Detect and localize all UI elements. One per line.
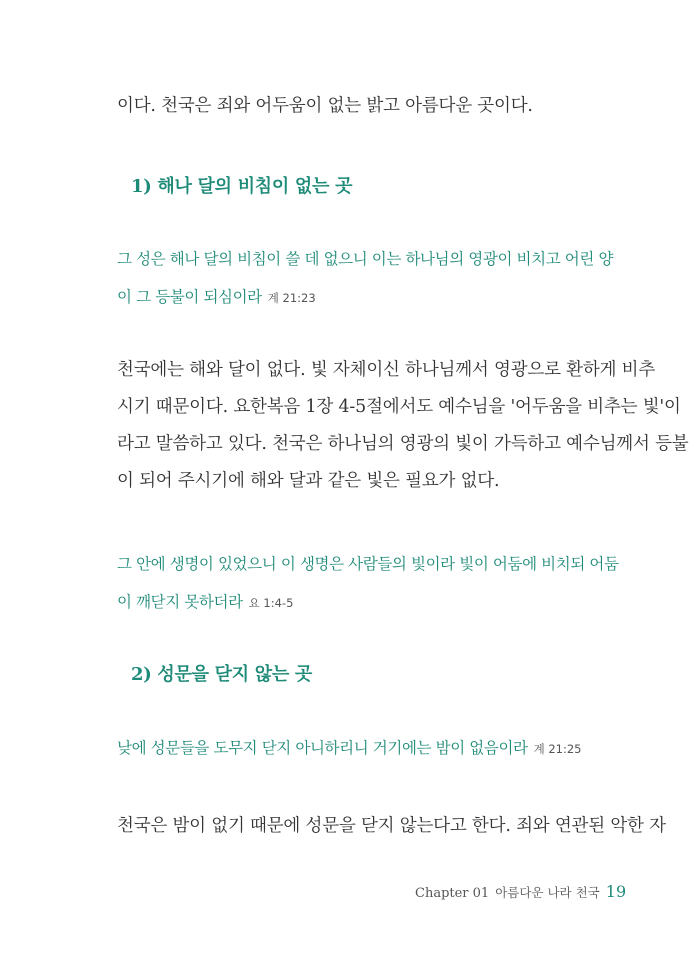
verse-line <box>117 278 637 317</box>
chapter-title: 아름다운 나라 천국 <box>495 885 600 900</box>
verse-line-text: 이 깨닫지 못하더라 <box>117 593 243 611</box>
verse-reference: 계 21:23 <box>267 291 316 305</box>
section-2-heading: 2) 성문을 닫지 않는 곳 <box>131 664 313 685</box>
section-1-verse-2 <box>117 545 637 622</box>
paragraph-line: 이다. 천국은 죄와 어두움이 없는 밝고 아름다운 곳이다. <box>117 96 533 116</box>
paragraph-line: 라고 말씀하고 있다. 천국은 하나님의 영광의 빛이 가득하고 예수님께서 등불 <box>117 434 689 454</box>
verse-line: 그 안에 생명이 있었으니 이 생명은 사람들의 빛이라 빛이 어둠에 비치되 어둠 <box>117 555 619 573</box>
verse-reference: 계 21:25 <box>533 742 582 756</box>
verse-line: 그 성은 해나 달의 비침이 쓸 데 없으니 이는 하나님의 영광이 비치고 어린 양 <box>117 250 614 268</box>
section-1-paragraph <box>117 352 689 500</box>
verse-line <box>117 729 637 768</box>
page-number: 19 <box>605 882 627 901</box>
verse-line <box>117 583 637 622</box>
paragraph-line: 시기 때문이다. 요한복음 1장 4-5절에서도 예수님을 '어두움을 비추는 빛'이 <box>117 397 681 417</box>
section-2-verse <box>117 729 637 768</box>
section-1-verse <box>117 240 637 317</box>
paragraph-line: 천국에는 해와 달이 없다. 빛 자체이신 하나님께서 영광으로 환하게 비추 <box>117 360 656 380</box>
section-2-paragraph <box>117 808 666 845</box>
intro-paragraph <box>117 88 627 125</box>
verse-line-text: 이 그 등불이 되심이라 <box>117 288 262 306</box>
chapter-label: Chapter 01 <box>415 886 490 901</box>
section-1-heading: 1) 해나 달의 비침이 없는 곳 <box>131 176 353 197</box>
paragraph-line: 이 되어 주시기에 해와 달과 같은 빛은 필요가 없다. <box>117 471 500 491</box>
verse-reference: 요 1:4-5 <box>248 596 294 610</box>
verse-line-text: 낮에 성문들을 도무지 닫지 아니하리니 거기에는 밤이 없음이라 <box>117 739 528 757</box>
page-footer <box>415 882 626 901</box>
paragraph-line: 천국은 밤이 없기 때문에 성문을 닫지 않는다고 한다. 죄와 연관된 악한 자 <box>117 816 666 836</box>
